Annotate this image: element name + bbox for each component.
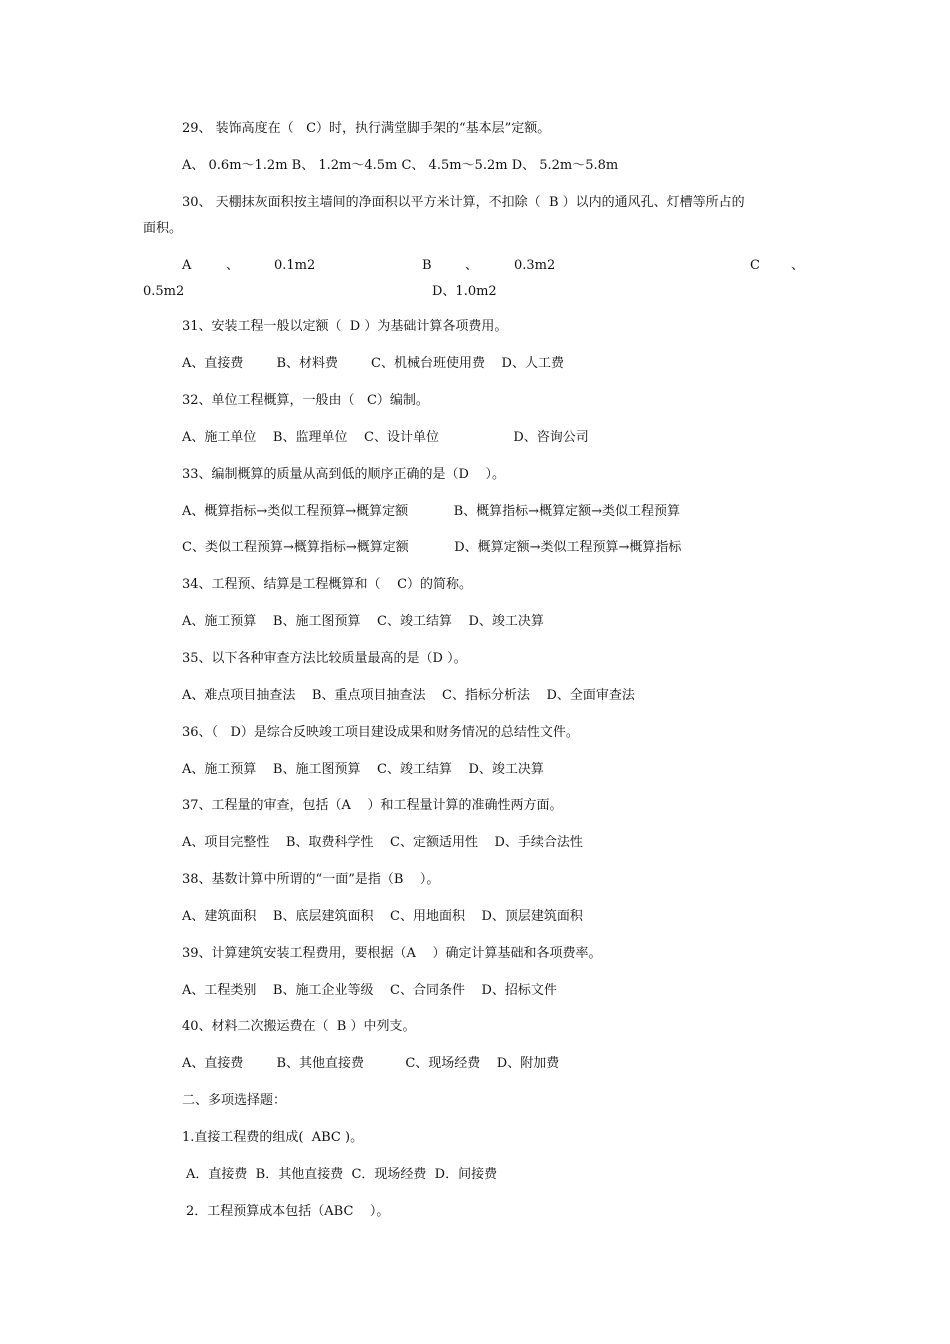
option-b-value: 0.3m2	[514, 258, 556, 273]
option-a-value: 0.1m2	[274, 258, 316, 273]
question-39-options: A、工程类别 B、施工企业等级 C、合同条件 D、招标文件	[182, 983, 557, 998]
question-40: 40、材料二次搬运费在（ B ）中列支。	[182, 1019, 416, 1034]
option-c-separator: 、	[791, 258, 805, 273]
question-33: 33、编制概算的质量从高到低的顺序正确的是（D ）。	[182, 467, 505, 482]
question-37: 37、工程量的审查，包括（A ）和工程量计算的准确性两方面。	[182, 798, 563, 813]
option-c-value: 0.5m2	[143, 284, 185, 299]
question-35: 35、以下各种审查方法比较质量最高的是（D ）。	[182, 651, 467, 666]
question-30: 30、 天棚抹灰面积按主墙间的净面积以平方米计算，不扣除（ B ）以内的通风孔、灯槽等所占的	[182, 195, 745, 210]
mc-question-1-options: A．直接费 B．其他直接费 C．现场经费 D．间接费	[186, 1167, 498, 1182]
question-30-continued: 面积。	[143, 221, 183, 236]
question-35-options: A、难点项目抽查法 B、重点项目抽查法 C、指标分析法 D、全面审查法	[182, 688, 635, 703]
question-32: 32、单位工程概算，一般由（ C）编制。	[182, 393, 429, 408]
question-36: 36、（ D）是综合反映竣工项目建设成果和财务情况的总结性文件。	[182, 725, 579, 740]
question-34: 34、工程预、结算是工程概算和（ C）的简称。	[182, 577, 473, 592]
option-a-letter: A	[182, 258, 192, 273]
question-38: 38、基数计算中所谓的“一面”是指（B ）。	[182, 872, 440, 887]
question-39: 39、计算建筑安装工程费用，要根据（A ）确定计算基础和各项费率。	[182, 946, 602, 961]
option-b-letter: B	[422, 258, 432, 273]
question-33-options-cd: C、类似工程预算→概算指标→概算定额 D、概算定额→类似工程预算→概算指标	[182, 540, 682, 555]
mc-question-1: 1.直接工程费的组成( ABC )。	[182, 1130, 364, 1145]
question-32-options: A、施工单位 B、监理单位 C、设计单位 D、咨询公司	[182, 430, 589, 445]
option-b-separator: 、	[465, 258, 479, 273]
question-34-options: A、施工预算 B、施工图预算 C、竣工结算 D、竣工决算	[182, 614, 544, 629]
question-40-options: A、直接费 B、其他直接费 C、现场经费 D、附加费	[182, 1056, 560, 1071]
question-31-options: A、直接费 B、材料费 C、机械台班使用费 D、人工费	[182, 356, 564, 371]
mc-question-2: 2．工程预算成本包括（ABC ）。	[186, 1204, 390, 1219]
question-29-options: A、 0.6m～1.2m B、 1.2m～4.5m C、 4.5m～5.2m D、 5.2m～5.8m	[182, 158, 619, 173]
question-29: 29、 装饰高度在（ C）时，执行满堂脚手架的“基本层”定额。	[182, 121, 551, 136]
question-37-options: A、项目完整性 B、取费科学性 C、定额适用性 D、手续合法性	[182, 835, 583, 850]
question-36-options: A、施工预算 B、施工图预算 C、竣工结算 D、竣工决算	[182, 762, 544, 777]
question-31: 31、安装工程一般以定额（ D ）为基础计算各项费用。	[182, 319, 508, 334]
option-c-letter: C	[750, 258, 760, 273]
question-38-options: A、建筑面积 B、底层建筑面积 C、用地面积 D、顶层建筑面积	[182, 909, 583, 924]
option-a-separator: 、	[226, 258, 240, 273]
section-heading-multiple-choice: 二、多项选择题：	[182, 1093, 287, 1108]
option-d: D、1.0m2	[432, 284, 497, 299]
question-33-options-ab: A、概算指标→类似工程预算→概算定额 B、概算指标→概算定额→类似工程预算	[182, 504, 680, 519]
